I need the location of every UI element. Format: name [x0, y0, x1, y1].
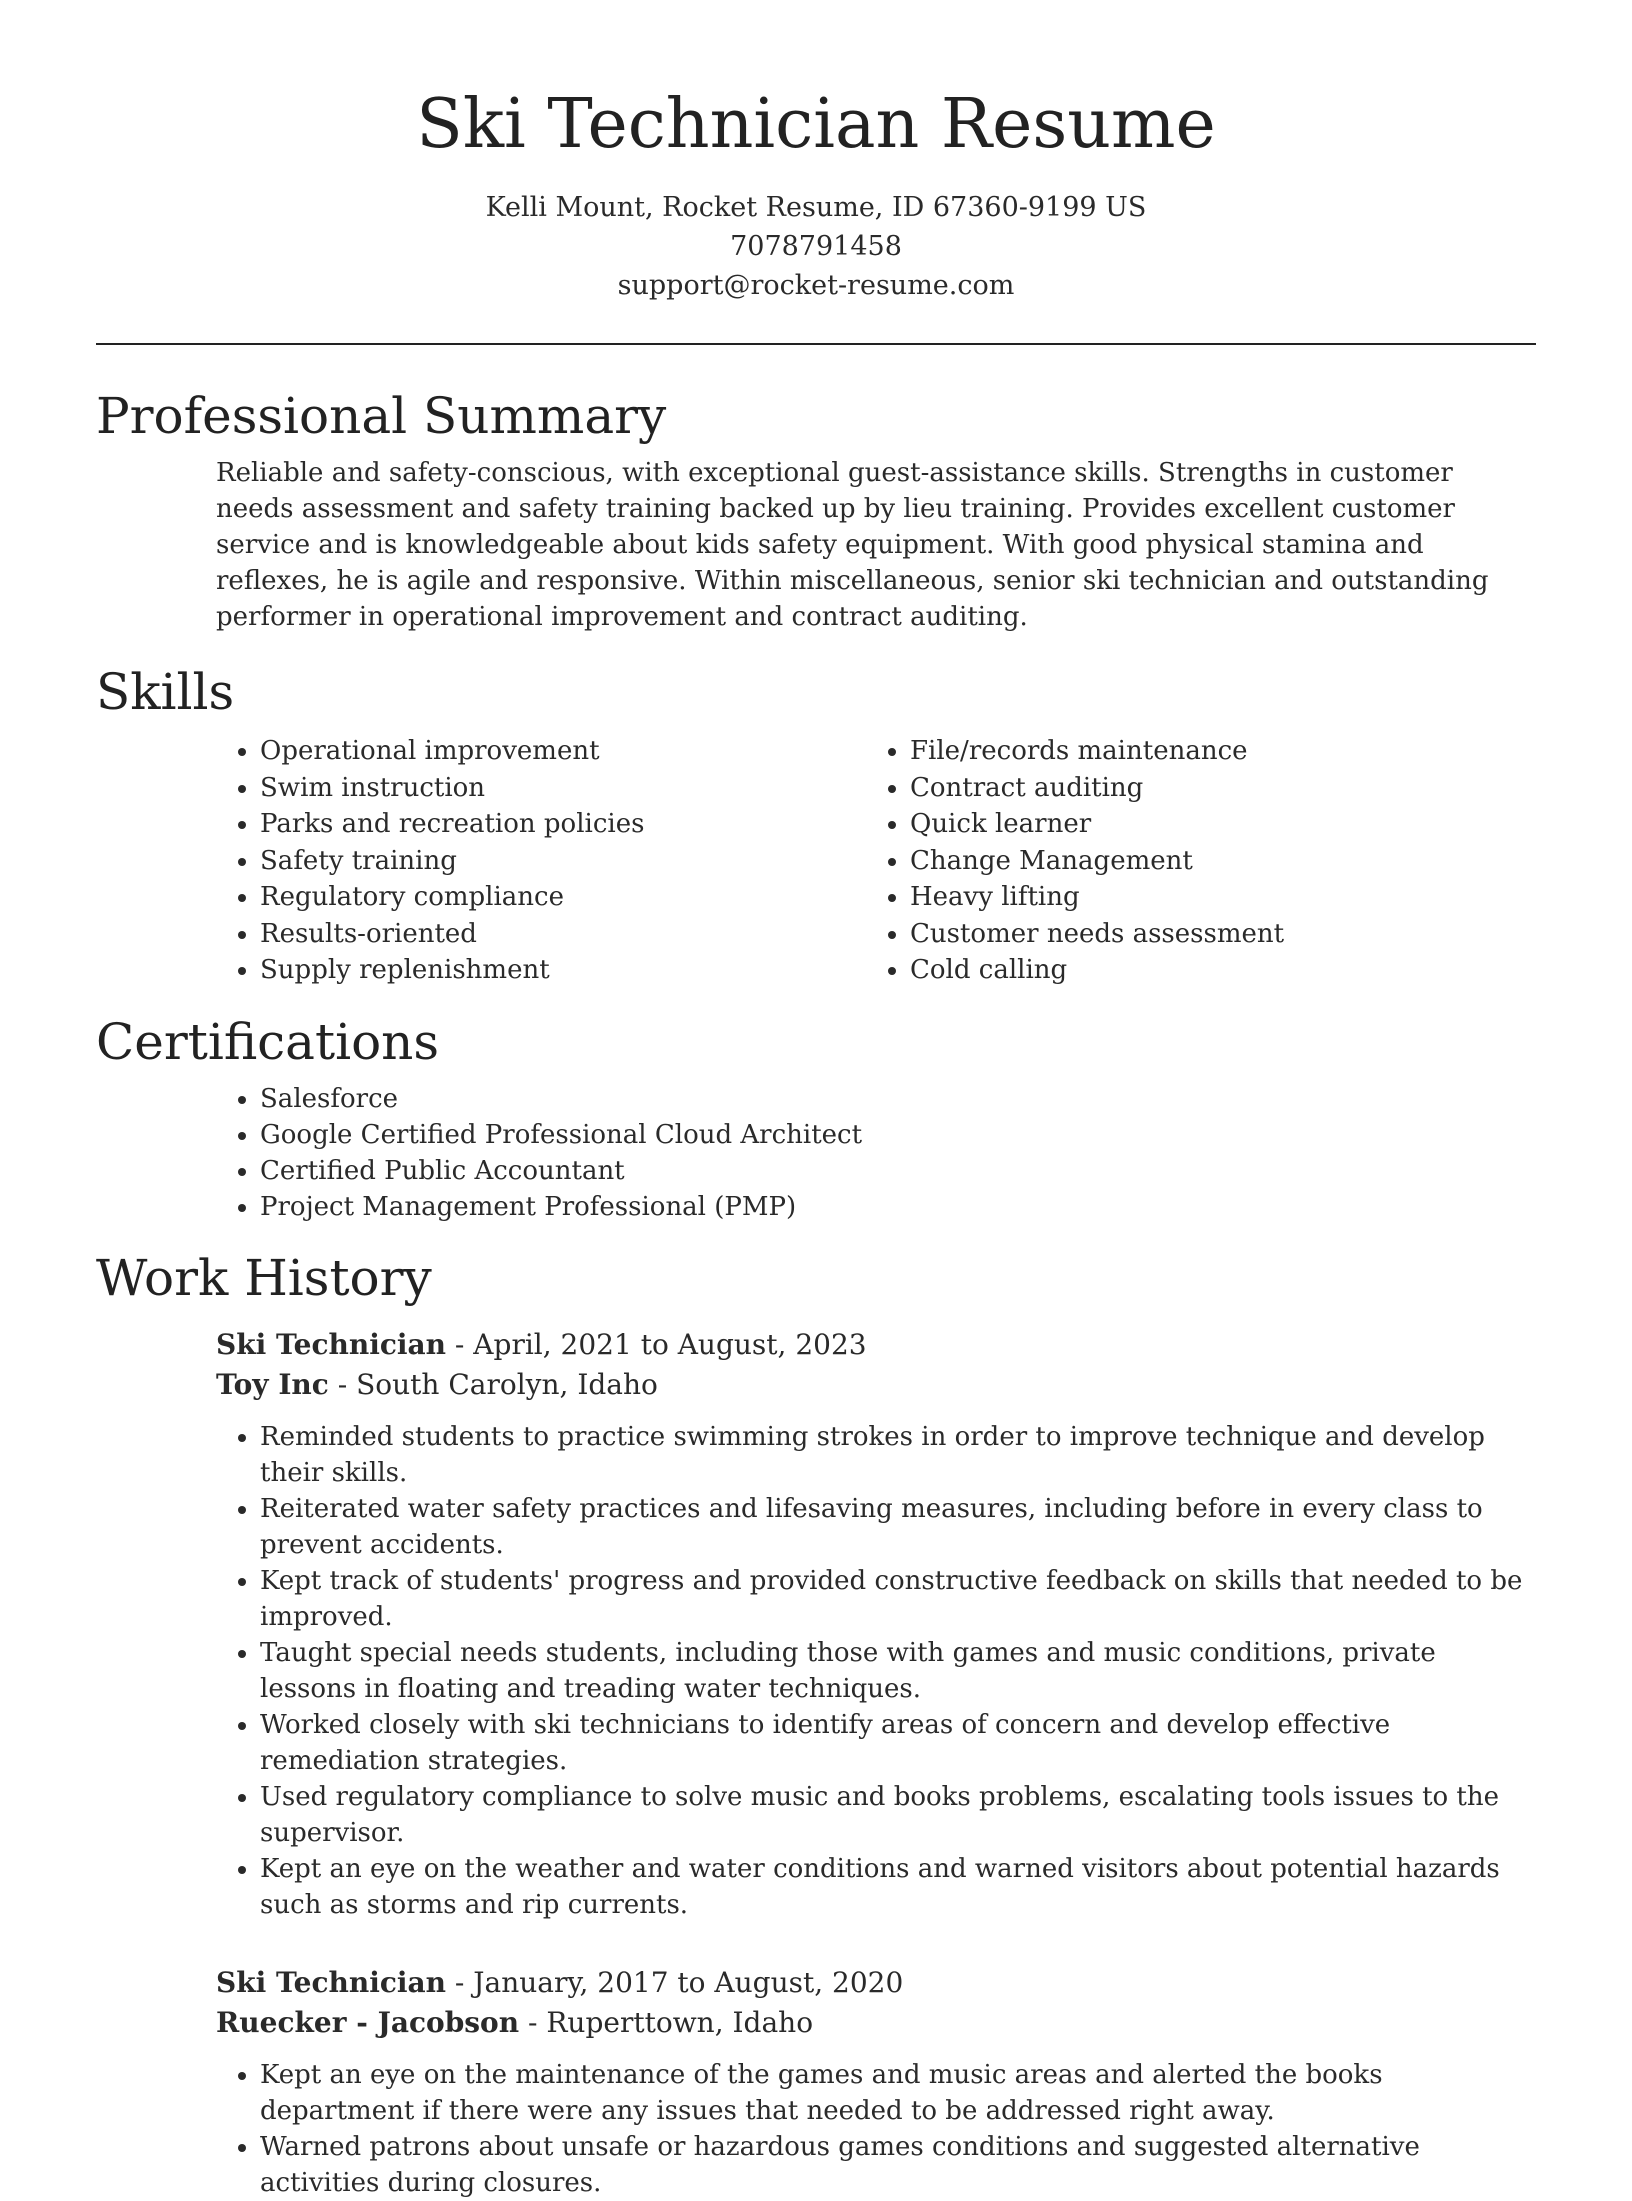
job-bullet: • Worked closely with ski technicians to identify areas of concern and develop effective remediation strategies. — [260, 1707, 1536, 1779]
contact-address: Kelli Mount, Rocket Resume, ID 67360-9199 US — [485, 192, 1147, 223]
skill-item: • Results-oriented — [260, 916, 866, 953]
job-bullets — [216, 2057, 1536, 2201]
job-location: - South Carolyn, Idaho — [328, 1367, 658, 1401]
job-bullet: • Reiterated water safety practices and lifesaving measures, including before in every class to prevent accidents. — [260, 1491, 1536, 1563]
skill-item: • File/records maintenance — [910, 733, 1516, 770]
skills-section — [96, 661, 1536, 989]
job-company-line — [216, 1365, 1536, 1405]
work-history-heading: Work History — [96, 1248, 432, 1307]
contact-email: support@rocket-resume.com — [617, 270, 1015, 301]
skill-item: • Safety training — [260, 843, 866, 880]
job-entry — [96, 1325, 1536, 1923]
skills-heading: Skills — [96, 663, 235, 721]
skill-item: • Supply replenishment — [260, 952, 866, 989]
summary-text: Reliable and safety-conscious, with exceptional guest-assistance skills. Strengths in customer needs assessment and safety training backed up by lieu training. Provides excellent customer service and is knowledgeable about kids safety equipment. With good physical stamina and reflexes, he is agile and responsive. Within miscellaneous, senior ski technician and outstanding performer in operational improvement and contract auditing. — [216, 458, 1489, 632]
job-dates: - January, 2017 to August, 2020 — [446, 1965, 904, 1999]
job-bullet: • Taught special needs students, including those with games and music conditions, private lessons in floating and treading water techniques. — [260, 1635, 1536, 1707]
page-title: Ski Technician Resume — [416, 85, 1216, 164]
job-company-line — [216, 2003, 1536, 2043]
skill-item: • Change Management — [910, 843, 1516, 880]
resume-header — [96, 0, 1536, 305]
job-bullet: • Warned patrons about unsafe or hazardous games conditions and suggested alternative activities during closures. — [260, 2129, 1536, 2201]
contact-phone: 7078791458 — [730, 231, 902, 262]
job-title-line — [216, 1325, 1536, 1365]
skills-column-right — [866, 733, 1516, 989]
skill-item: • Cold calling — [910, 952, 1516, 989]
job-company: Ruecker - Jacobson — [216, 2005, 520, 2039]
skill-item: • Operational improvement — [260, 733, 866, 770]
certification-item: • Project Management Professional (PMP) — [260, 1189, 1536, 1225]
skill-item: • Quick learner — [910, 806, 1516, 843]
certifications-heading: Certifications — [96, 1012, 440, 1071]
skill-item: • Customer needs assessment — [910, 916, 1516, 953]
job-bullet: • Kept an eye on the maintenance of the games and music areas and alerted the books department if there were any issues that needed to be addressed right away. — [260, 2057, 1536, 2129]
certification-item: • Google Certified Professional Cloud Architect — [260, 1117, 1536, 1153]
skill-item: • Regulatory compliance — [260, 879, 866, 916]
job-bullet: • Used regulatory compliance to solve music and books problems, escalating tools issues to the supervisor. — [260, 1779, 1536, 1851]
job-bullet: • Reminded students to practice swimming strokes in order to improve technique and develop their skills. — [260, 1419, 1536, 1491]
job-title: Ski Technician — [216, 1327, 447, 1361]
skills-column-left — [216, 733, 866, 989]
job-company: Toy Inc — [216, 1367, 329, 1401]
certifications-section — [96, 1011, 1536, 1225]
header-divider — [96, 343, 1536, 345]
job-bullet: • Kept track of students' progress and provided constructive feedback on skills that needed to be improved. — [260, 1563, 1536, 1635]
certification-item: • Salesforce — [260, 1081, 1536, 1117]
work-history-section — [96, 1247, 1536, 2201]
skill-item: • Contract auditing — [910, 770, 1516, 807]
summary-heading: Professional Summary — [96, 387, 667, 445]
job-bullet: • Kept an eye on the weather and water conditions and warned visitors about potential hazards such as storms and rip currents. — [260, 1851, 1536, 1923]
job-location: - Ruperttown, Idaho — [519, 2005, 814, 2039]
summary-section — [96, 385, 1536, 635]
job-bullets — [216, 1419, 1536, 1923]
job-title-line — [216, 1963, 1536, 2003]
skill-item: • Swim instruction — [260, 770, 866, 807]
skill-item: • Parks and recreation policies — [260, 806, 866, 843]
skill-item: • Heavy lifting — [910, 879, 1516, 916]
job-dates: - April, 2021 to August, 2023 — [446, 1327, 867, 1361]
certification-item: • Certified Public Accountant — [260, 1153, 1536, 1189]
job-entry — [96, 1963, 1536, 2201]
job-title: Ski Technician — [216, 1965, 447, 1999]
contact-block — [96, 188, 1536, 305]
